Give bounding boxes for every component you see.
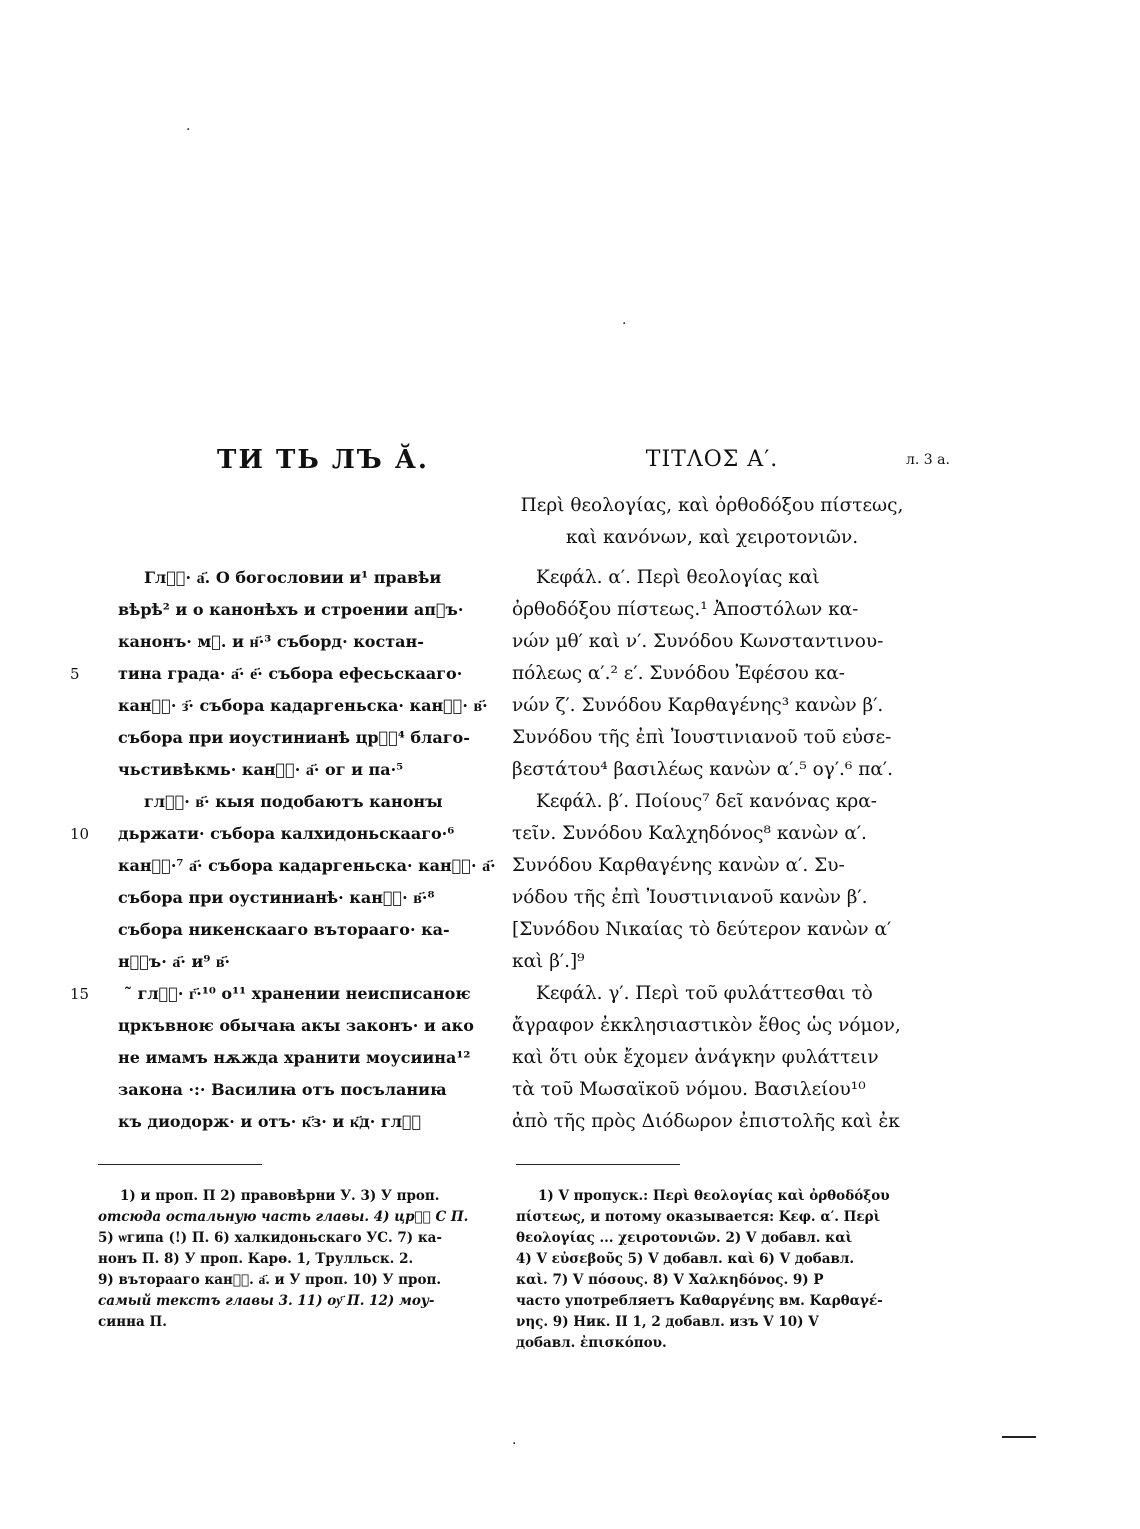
greek-line: Κεφάλ. α′. Περὶ θεολογίας καὶ	[536, 567, 820, 588]
slavonic-line: закона ·:· Василиꙗ отъ посъланиꙗ	[118, 1080, 447, 1099]
greek-column	[512, 440, 912, 1138]
greek-line: τὰ τοῦ Μωσαϊκοῦ νόμου. Βασιλείου¹⁰	[512, 1079, 866, 1100]
slavonic-footnotes	[98, 1186, 484, 1333]
print-speck: ·	[622, 316, 627, 332]
greek-line: ὀρθοδόξου πίστεως.¹ Ἀποστόλων κα-	[512, 599, 859, 620]
greek-line: τεῖν. Συνόδου Καλχηδόνος⁸ κανὼν α′.	[512, 823, 867, 844]
greek-line: πόλεως α′.² ε′. Συνόδου Ἐφέσου κα-	[512, 663, 845, 684]
greek-line: καὶ ὅτι οὐκ ἔχομεν ἀνάγκην φυλάττειν	[512, 1047, 879, 1068]
greek-title: ΤΙΤΛΟΣ Α′.	[645, 447, 779, 472]
slavonic-line: не имамъ нѫжда хранити моусиина¹²	[118, 1048, 471, 1067]
slavonic-title: ТИ ТЬ ЛЪ Ӑ.	[217, 445, 429, 475]
edge-mark	[1002, 1436, 1036, 1438]
slavonic-line: къ диодорж· и отъ· к҃з· и к҃д· глⷡ҇	[118, 1112, 422, 1131]
slavonic-column	[70, 440, 496, 1138]
greek-line: νών ζ′. Συνόδου Καρθαγένης³ κανὼν β′.	[512, 695, 884, 716]
footnote-line: 9) въторааго канⷪ҇. а҃. и У проп. 10) У проп.	[98, 1272, 442, 1288]
greek-footnotes	[516, 1186, 912, 1354]
footnote-rule	[98, 1164, 262, 1165]
footnote-line: 5) ѡгипа (!) П. 6) халкидоньскаго УС. 7) ка-	[98, 1230, 442, 1246]
slavonic-line	[70, 978, 488, 1010]
slavonic-line	[70, 658, 488, 690]
footnote-line: самый текстъ главы 3. 11) оу҃ П. 12) моу-	[98, 1293, 435, 1309]
slavonic-line-text: дьржати· събора калхидоньскааго·⁶	[118, 824, 455, 843]
footnote-line: синна П.	[98, 1314, 167, 1330]
line-number: 10	[70, 825, 90, 843]
greek-line: νών μθ′ καὶ ν′. Συνόδου Κωνσταντινου-	[512, 631, 884, 652]
greek-line: καὶ β′.]⁹	[512, 951, 585, 972]
greek-line: ἀπὸ τῆς πρὸς Διόδωρον ἐπιστολῆς καὶ ἐκ	[512, 1111, 900, 1132]
slavonic-line: цркъвноѥ обычаꙗ акꙑ законъ· и ако	[118, 1016, 474, 1035]
greek-line: Συνόδου Καρθαγένης κανὼν α′. Συ-	[512, 855, 845, 876]
slavonic-line: канⷪ҇· з҃· събора кадаргеньска· канⷪ҇· в҃·	[118, 696, 488, 715]
greek-line: [Συνόδου Νικαίας τὸ δεύτερον κανὼν α′	[512, 919, 892, 940]
greek-line: ἄγραφον ἐκκλησιαστικὸν ἔθος ὡς νόμον,	[512, 1015, 901, 1036]
footnote-line: 1) V пропуск.: Περὶ θεολογίας καὶ ὀρθοδόξου	[538, 1188, 890, 1204]
slavonic-line-text: тина града· а҃· е҃· събора ефесьскааго·	[118, 664, 463, 683]
greek-subtitle-line: καὶ κανόνων, καὶ χειροτονιῶν.	[565, 527, 859, 548]
print-speck: ·	[512, 1436, 517, 1452]
print-speck: ·	[186, 122, 191, 138]
line-number: 15	[70, 985, 90, 1003]
slavonic-line: Глⷡ҇· а҃. О богословии и¹ правѣи	[144, 568, 442, 587]
line-number: 5	[70, 665, 80, 683]
slavonic-line: чьстивѣкмь· канⷪ҇· а҃· ог и па·⁵	[118, 760, 404, 779]
greek-line: Συνόδου τῆς ἐπὶ Ἰουστινιανοῦ τοῦ εὐσε-	[512, 727, 892, 748]
footnote-line: нонъ П. 8) У проп. Карө. 1, Трулльск. 2.	[98, 1251, 414, 1267]
footnote-line: часто употребляетъ Καθαργένης вм. Καρθαγέ-	[516, 1293, 883, 1309]
slavonic-line	[70, 818, 488, 850]
folio-mark: л. 3 а.	[906, 452, 950, 468]
greek-subtitle	[512, 490, 912, 554]
slavonic-line: вѣрѣ² и о канонѣхъ и строении апⷧъ·	[118, 600, 464, 619]
footnote-line: 4) V εὐσεβοῦς 5) V добавл. καὶ 6) V добавл.	[516, 1251, 855, 1267]
footnote-line: πίστεως, и потому оказывается: Κεφ. α′. Περὶ	[516, 1209, 881, 1225]
footnote-line: θεολογίας ... χειροτονιῶν. 2) V добавл. καὶ	[516, 1230, 853, 1246]
greek-line: βεστάτου⁴ βασιλέως κανὼν α′.⁵ ογ′.⁶ πα′.	[512, 759, 893, 780]
footnote-line: νης. 9) Ник. II 1, 2 добавл. изъ V 10) V	[516, 1314, 819, 1330]
slavonic-line: събора при иоустинианѣ црⷭ҇⁴ благо-	[118, 728, 470, 747]
footnote-line: отсюда остальную часть главы. 4) црⷭ҇ С П.	[98, 1209, 469, 1225]
slavonic-line-text: ˜ глⷡ҇· г҃·¹⁰ о¹¹ хранении неисписаноѥ	[124, 984, 471, 1003]
slavonic-line: глⷡ҇· в҃· кыя подобаютъ канонꙑ	[144, 792, 443, 811]
slavonic-line: канонъ· мⷣ. и н҃·³ съборд· костан-	[118, 632, 424, 651]
slavonic-line: канⷪ҇·⁷ а҃· събора кадаргеньска· канⷪ҇· а҃·	[118, 856, 496, 875]
footnote-line: добавл. ἐπισκόπου.	[516, 1335, 667, 1351]
slavonic-line: събора никенскааго въторааго· ка-	[118, 920, 450, 939]
footnote-line: 1) и проп. П 2) правовѣрни У. 3) У проп.	[120, 1188, 440, 1204]
greek-line: νόδου τῆς ἐπὶ Ἰουστινιανοῦ κανὼν β′.	[512, 887, 868, 908]
footnote-rule	[516, 1164, 680, 1165]
slavonic-line: събора при оустинианѣ· канⷪ҇· в҃·⁸	[118, 888, 435, 907]
greek-line: Κεφάλ. γ′. Περὶ τοῦ φυλάττεσθαι τὸ	[536, 983, 873, 1004]
greek-line: Κεφάλ. β′. Ποίους⁷ δεῖ κανόνας κρα-	[536, 791, 878, 812]
greek-subtitle-line: Περὶ θεολογίας, καὶ ὀρθοδόξου πίστεως,	[520, 495, 904, 516]
slavonic-line: нⷪ҇ъ· а҃· и⁹ в҃·	[118, 952, 231, 971]
footnote-line: καὶ. 7) V πόσους. 8) V Χαλκηδόνος. 9) P	[516, 1272, 824, 1288]
